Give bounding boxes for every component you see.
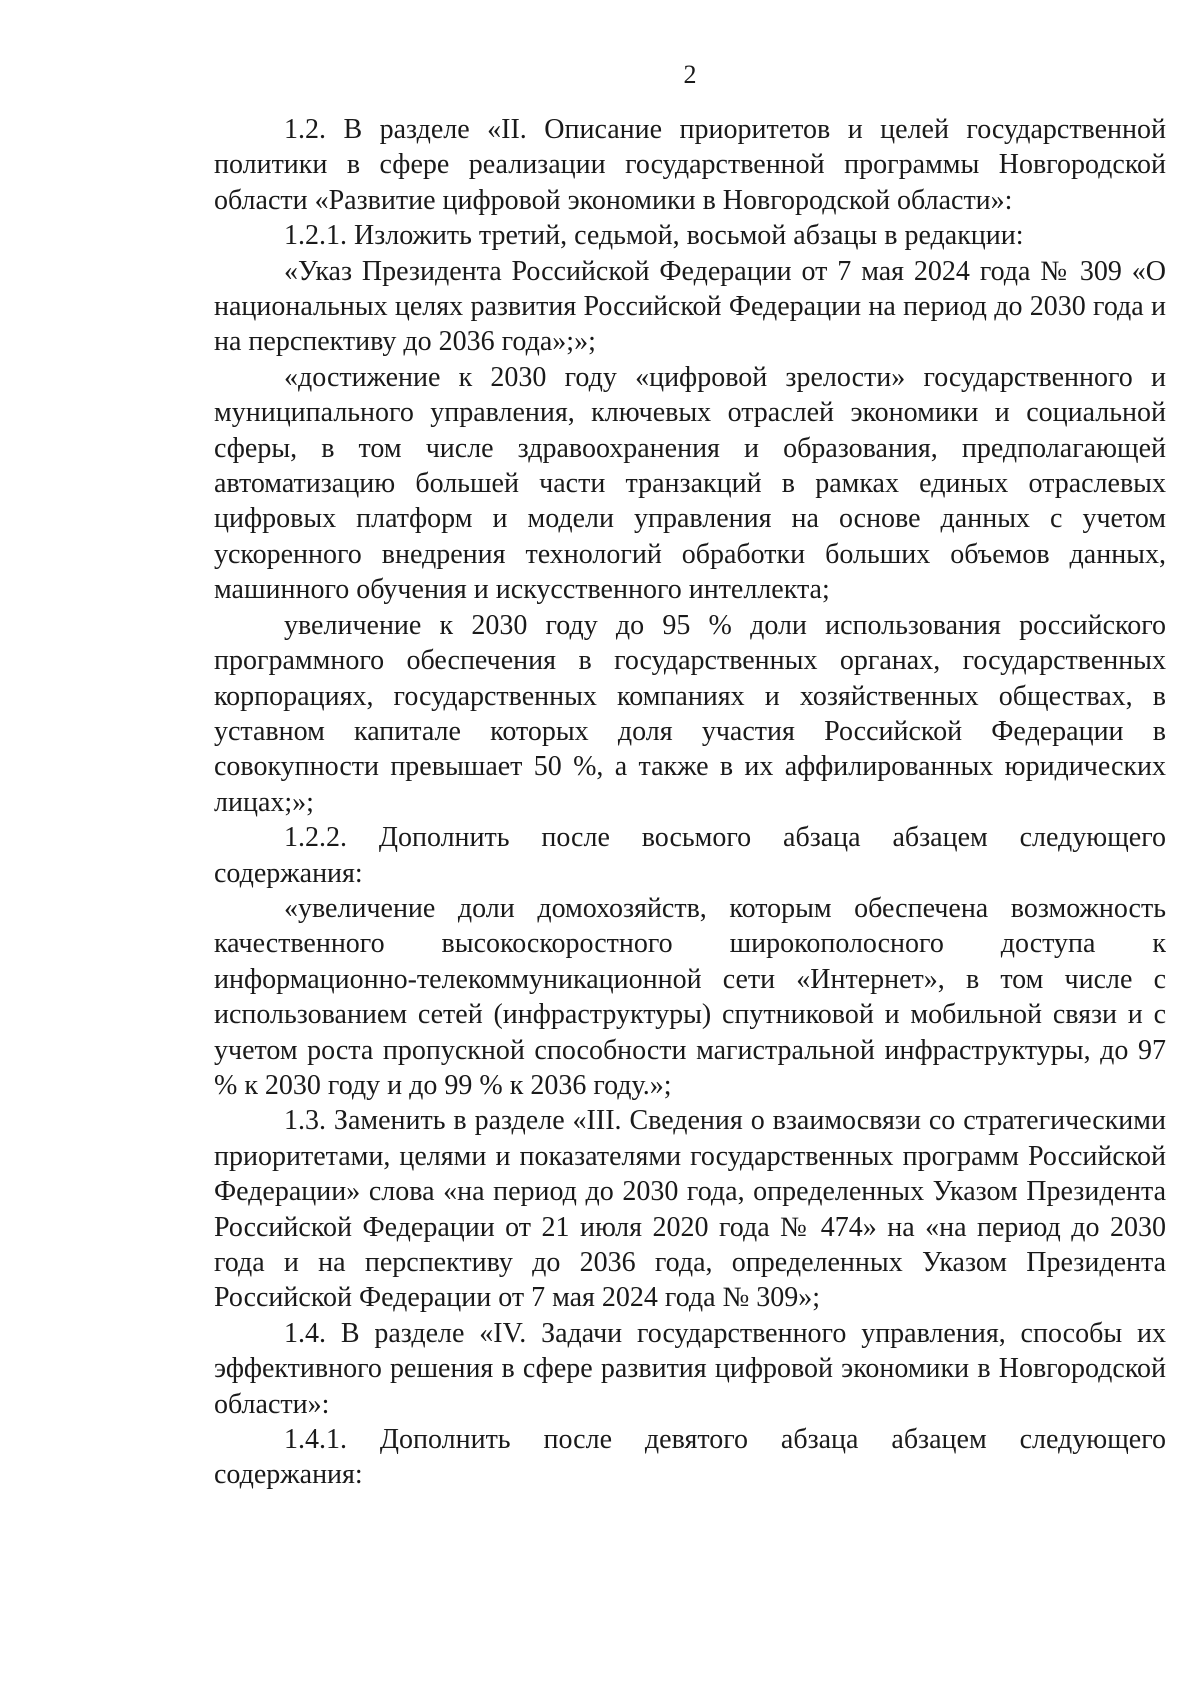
- paragraph-1-2: 1.2. В разделе «II. Описание приоритетов и целей государственной политики в сфере реализации государственной программы Новгородской области «Развитие цифровой экономики в Новгородской области»:: [214, 114, 1166, 216]
- paragraph-1-3: 1.3. Заменить в разделе «III. Сведения о взаимосвязи со стратегическими приоритетами, целями и показателями государственных программ Российской Федерации» слова «на период до 2030 года, определенных Указом Президента Российской Федерации от 21 июля 2020 года № 474» на «на период до 2030 года и на перспективу до 2036 года, определенных Указом Президента Российской Федерации от 7 мая 2024 года № 309»;: [214, 1105, 1166, 1314]
- paragraph-1-4: 1.4. В разделе «IV. Задачи государственного управления, способы их эффективного решения в сфере развития цифровой экономики в Новгородской области»:: [214, 1317, 1166, 1420]
- document-body: [214, 112, 1166, 1493]
- page-number: 2: [683, 60, 697, 89]
- paragraph-1-4-1: 1.4.1. Дополнить после девятого абзаца абзацем следующего содержания:: [214, 1424, 1166, 1491]
- paragraph-russian-software: увеличение к 2030 году до 95 % доли использования российского программного обеспечения в государственных органах, государственных корпорациях, государственных компаниях и хозяйственных обществах, в уставном капитале которых доля участия Российской Федерации в совокупности превышает 50 %, а также в их аффилированных юридических лицах;»;: [214, 609, 1166, 818]
- paragraph-broadband-access: «увеличение доли домохозяйств, которым обеспечена возможность качественного высокоскоростного широкополосного доступа к информационно-телекоммуникационной сети «Интернет», в том числе с использованием сетей (инфраструктуры) спутниковой и мобильной связи и с учетом роста пропускной способности магистральной инфраструктуры, до 97 % к 2030 году и до 99 % к 2036 году.»;: [214, 892, 1166, 1101]
- paragraph-decree-309: «Указ Президента Российской Федерации от 7 мая 2024 года № 309 «О национальных целях развития Российской Федерации на период до 2030 года и на перспективу до 2036 года»;»;: [214, 255, 1166, 358]
- paragraph-1-2-2: 1.2.2. Дополнить после восьмого абзаца абзацем следующего содержания:: [214, 822, 1166, 889]
- paragraph-1-2-1: 1.2.1. Изложить третий, седьмой, восьмой абзацы в редакции:: [284, 220, 1024, 252]
- paragraph-digital-maturity: «достижение к 2030 году «цифровой зрелости» государственного и муниципального управления, ключевых отраслей экономики и социальной сферы, в том числе здравоохранения и образования, предполагающей автоматизацию большей части транзакций в рамках единых отраслевых цифровых платформ и модели управления на основе данных с учетом ускоренного внедрения технологий обработки больших объемов данных, машинного обучения и искусственного интеллекта;: [214, 361, 1166, 606]
